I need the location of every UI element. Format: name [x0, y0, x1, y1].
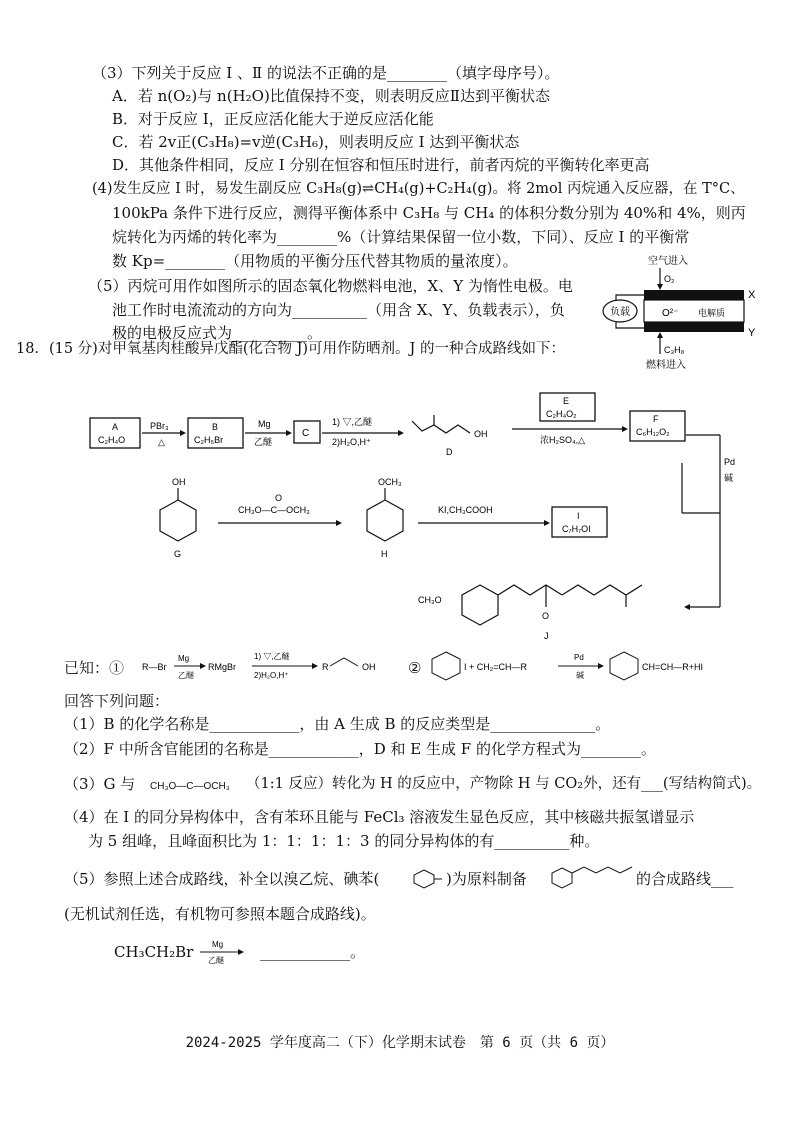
q17-part4-line4: 数 Kp=________（用物质的平衡分压代替其物质的量浓度）。: [112, 252, 518, 270]
k2-base: 碱: [576, 671, 584, 680]
electrolyte-layer: [644, 300, 744, 322]
compound-i: I: [577, 511, 580, 521]
target-product-structure: [548, 862, 638, 892]
q17-part5-line2: 池工作时电流流动的方向为__________（用含 X、Y、负载表示），负: [112, 301, 565, 319]
q17-part4-line3: 烷转化为丙烯的转化率为________%（计算结果保留一位小数，下同）、反应 Ⅰ 的平衡常: [112, 228, 690, 246]
q17-option-b: B．对于反应 Ⅰ，正反应活化能大于逆反应活化能: [112, 110, 434, 128]
known-label: 已知：①: [64, 659, 125, 677]
compound-h-och3: OCH₃: [378, 477, 402, 487]
reagent-base: 碱: [724, 473, 734, 483]
compound-j: J: [544, 631, 549, 641]
reagent-ki: KI,CH₃COOH: [438, 505, 493, 515]
q18-part4-line2: 为 5 组峰，且峰面积比为 1：1：1：1：3 的同分异构体的有__________种。: [88, 832, 600, 850]
compound-f: F: [653, 414, 659, 424]
q18-part5-b: )为原料制备: [446, 870, 527, 888]
q18-part3-dmc: CH₃O—C—OCH₃: [150, 781, 230, 792]
k1-r: R: [322, 662, 329, 672]
compound-f-formula: C₆H₁₂O₂: [636, 427, 670, 437]
cell-y-label: Y: [748, 327, 756, 339]
reagent-pd: Pd: [724, 457, 736, 467]
known-reaction-2: [428, 646, 788, 686]
q17-part3-title: （3）下列关于反应 Ⅰ 、Ⅱ 的说法不正确的是________（填字母序号）。: [92, 64, 560, 82]
k2-benzene-1: [432, 652, 460, 680]
k1-cond1: 1) ▽,乙醚: [254, 652, 290, 661]
synthesis-route: [0, 385, 800, 650]
k1-reactant: R—Br: [142, 662, 167, 672]
compound-h-ring: [367, 500, 403, 541]
compound-b-formula: C₂H₅Br: [194, 435, 224, 445]
compound-h: H: [381, 549, 388, 559]
iodobenzene-icon: [410, 868, 446, 890]
cell-load-label: 负载: [610, 307, 630, 318]
compound-a-formula: C₂H₄O: [98, 435, 126, 445]
k1-grignard: RMgBr: [208, 662, 237, 672]
compound-e: E: [563, 396, 570, 406]
reagent-heat: △: [158, 437, 165, 447]
known-reaction-1: [140, 648, 390, 688]
reagent-ether: 乙醚: [254, 437, 273, 447]
reagent-epoxide: 1) ▽,乙醚: [332, 417, 373, 427]
q18-part3-a: （3）G 与: [64, 775, 136, 793]
q18-part5-start: CH₃CH₂Br: [114, 943, 194, 961]
q17-part5-line3: 极的电极反应式为__________。: [112, 324, 323, 342]
reagent-h2so4: 浓H₂SO₄,△: [540, 435, 586, 445]
q17-option-d: D．其他条件相同，反应 Ⅰ 分别在恒容和恒压时进行，前者丙烷的平衡转化率更高: [112, 156, 650, 174]
k1-oh: OH: [362, 662, 376, 672]
compound-e-formula: C₂H₄O₂: [546, 409, 577, 419]
q18-part1: （1）B 的化学名称是____________，由 A 生成 B 的反应类型是______________。: [64, 715, 611, 733]
cell-o2-label: O₂: [664, 274, 675, 284]
compound-j-chain: [498, 585, 562, 595]
cell-air-label: 空气进入: [648, 256, 688, 267]
k2-products: CH=CH—R+HI: [642, 662, 704, 672]
q18-part5-a: （5）参照上述合成路线，补全以溴乙烷、碘苯(: [64, 870, 380, 888]
electrode-x: [644, 290, 744, 300]
q18-part4-line1: （4）在 I 的同分异构体中，含有苯环且能与 FeCl₃ 溶液发生显色反应，其中核磁共振氢谱显示: [64, 808, 695, 826]
q18-heading: 18．(15 分)对甲氧基肉桂酸异戊酯(化合物 J)可用作防晒剂。J 的一种合成路线如下：: [16, 341, 565, 357]
compound-i-formula: C₇H₇OI: [562, 524, 591, 534]
compound-d: D: [446, 447, 453, 457]
reagent-pbr3: PBr₃: [150, 421, 169, 431]
reagent-mg: Mg: [258, 419, 271, 429]
compound-d-oh: OH: [474, 429, 488, 439]
k1-cond2: 2)H₂O,H⁺: [254, 671, 289, 680]
q18-part5-blank: ____________。: [260, 943, 366, 961]
page-footer: 2024-2025 学年度高二（下）化学期末试卷 第 6 页（共 6 页）: [185, 1035, 615, 1051]
q18-part5-note: (无机试剂任选，有机物可参照本题合成路线)。: [64, 905, 376, 923]
cell-fuel-label: 燃料进入: [646, 360, 686, 371]
q18-part5-c: 的合成路线___: [636, 870, 734, 888]
q17-part5-line1: （5）丙烷可用作如图所示的固态氧化物燃料电池，X、Y 为惰性电极。电: [88, 277, 573, 295]
q5-solvent: 乙醚: [208, 956, 224, 965]
compound-g-ring: [160, 500, 196, 541]
known-2-label: ②: [408, 659, 422, 677]
k2-reactants: I + CH₂=CH—R: [464, 662, 528, 672]
compound-d-structure: [412, 421, 470, 433]
k1-solvent: 乙醚: [178, 671, 194, 680]
cell-ion-label: O²⁻: [662, 308, 679, 319]
reagent-workup: 2)H₂O,H⁺: [332, 437, 371, 447]
compound-g-oh: OH: [172, 477, 186, 487]
q5-mg: Mg: [212, 940, 224, 949]
compound-j-meo: CH₃O: [418, 595, 442, 605]
k1-mg: Mg: [178, 654, 190, 663]
k2-benzene-2: [610, 652, 638, 680]
reagent-dmc: CH₃O—C—OCH₃: [238, 505, 310, 515]
reagent-dmc-o: O: [275, 493, 283, 503]
q17-option-c: C．若 2v正(C₃H₈)=v逆(C₃H₆)，则表明反应 Ⅰ 达到平衡状态: [112, 133, 520, 151]
cell-electrolyte-label: 电解质: [698, 308, 726, 318]
fuel-cell-diagram: [600, 250, 760, 380]
compound-b: B: [212, 422, 219, 432]
compound-j-ring: [462, 585, 498, 625]
compound-g: G: [174, 549, 182, 559]
q17-part4-line2: 100kPa 条件下进行反应，测得平衡体系中 C₃H₈ 与 CH₄ 的体积分数分别为 40%和 4%，则丙: [112, 204, 746, 222]
answer-prompt: 回答下列问题：: [64, 692, 170, 710]
cell-fuel-formula: C₃H₈: [664, 345, 685, 355]
compound-c: C: [302, 428, 310, 439]
q17-option-a: A．若 n(O₂)与 n(H₂O)比值保持不变，则表明反应Ⅱ达到平衡状态: [112, 87, 550, 105]
q18-part3-b: （1:1 反应）转化为 H 的反应中，产物除 H 与 CO₂外，还有___(写结构简式)。: [246, 776, 762, 792]
q18-part5-arrow: [198, 936, 248, 966]
compound-j-carbonyl-o: O: [542, 611, 550, 621]
k2-pd: Pd: [574, 653, 584, 662]
q17-part4-line1: (4)发生反应 Ⅰ 时，易发生副反应 C₃H₈(g)⇌CH₄(g)+C₂H₄(g)。将 2mol 丙烷通入反应器，在 T°C、: [92, 181, 745, 197]
electrode-y: [644, 322, 744, 332]
q18-part2: （2）F 中所含官能团的名称是____________，D 和 E 生成 F 的化学方程式为________。: [64, 740, 656, 758]
compound-a: A: [112, 422, 119, 432]
cell-x-label: X: [748, 289, 756, 301]
